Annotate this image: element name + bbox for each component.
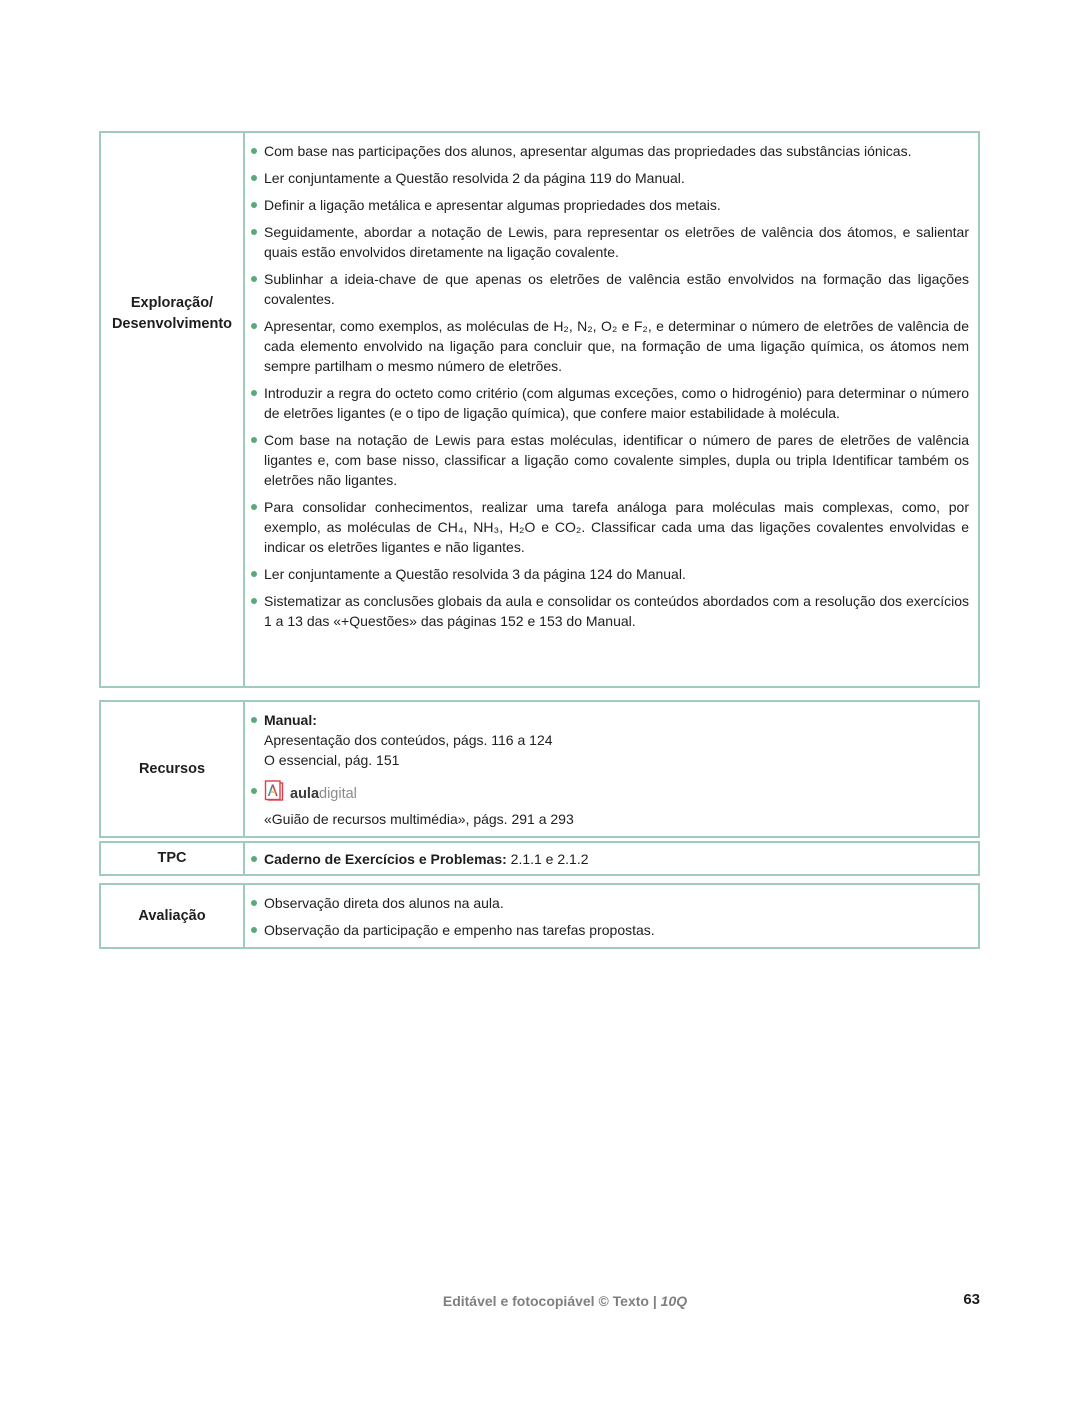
table-exploracao-desenvolvimento [99,131,980,688]
aula-digital-icon [264,780,284,807]
lesson-step-item [250,383,969,423]
bullet-icon [251,504,257,510]
lesson-step-item [250,168,969,188]
lesson-step-item [250,564,969,584]
spacer [250,770,969,778]
table-tpc [99,841,980,876]
lesson-step-text: Para consolidar conhecimentos, realizar uma tarefa análoga para moléculas mais complexas, como, por exemplo, as moléculas de CH₄, NH₃, H₂O e CO₂. Classificar cada uma das ligações covalentes envolvidas e indicar os eletrões ligantes e não ligantes. [264,499,969,555]
lesson-step-item [250,591,969,631]
lesson-step-item [250,316,969,376]
bullet-icon [251,175,257,181]
lesson-step-text: Apresentar, como exemplos, as moléculas de H₂, N₂, O₂ e F₂, e determinar o número de eletrões de valência de cada elemento envolvido na ligação para concluir que, na formação de uma ligação química, os átomos nem sempre partilham o mesmo número de eletrões. [264,318,969,374]
bullet-icon [251,900,257,906]
bullet-icon [251,202,257,208]
exploracao-content [245,133,978,686]
manual-detail-line: O essencial, pág. 151 [264,752,400,768]
lesson-step-item [250,222,969,262]
bullet-icon [251,717,257,723]
manual-title: Manual: [264,712,317,728]
lesson-step-text: Definir a ligação metálica e apresentar algumas propriedades dos metais. [264,197,721,213]
lesson-step-item [250,430,969,490]
bullet-icon [251,390,257,396]
label-line-2: Desenvolvimento [111,316,233,332]
lesson-step-text: Seguidamente, abordar a notação de Lewis, para representar os eletrões de valência dos átomos, e salientar quais estão envolvidos diretamente na ligação covalente. [264,224,969,260]
row-label-avaliacao [101,885,245,947]
page-footer [152,1293,978,1309]
footer-text: Editável e fotocopiável © Texto | [442,1293,661,1309]
avaliacao-item [250,893,969,913]
table-avaliacao [99,883,980,949]
lesson-step-text: Introduzir a regra do octeto como critério (com algumas exceções, como o hidrogénio) para determinar o número de eletrões ligantes (e o tipo de ligação química), que confere maior estabilidade à molécula. [264,385,969,421]
bullet-icon [251,927,257,933]
bullet-icon [251,276,257,282]
lesson-step-item [250,195,969,215]
tpc-text: Caderno de Exercícios e Problemas: 2.1.1 e 2.1.2 [264,851,589,867]
row-label-tpc [101,843,245,874]
resource-item-aula-digital [250,780,969,807]
manual-detail-line: Apresentação dos conteúdos, págs. 116 a 124 [264,732,553,748]
lesson-step-text: Sublinhar a ideia-chave de que apenas os eletrões de valência estão envolvidos na formação das ligações covalentes. [264,271,969,307]
aula-digital-logo [264,780,357,807]
avaliacao-content [245,885,978,947]
bullet-icon [251,229,257,235]
bullet-icon [251,571,257,577]
lesson-step-text: Sistematizar as conclusões globais da aula e consolidar os conteúdos abordados com a resolução dos exercícios 1 a 13 das «+Questões» das páginas 152 e 153 do Manual. [264,593,969,629]
avaliacao-text: Observação direta dos alunos na aula. [264,895,504,911]
footer-book-code: 10Q [660,1293,688,1309]
lesson-step-item [250,141,969,161]
label-line-1: Exploração/ [130,295,214,311]
label-recursos: Recursos [138,760,206,777]
lesson-step-text: Ler conjuntamente a Questão resolvida 3 da página 124 do Manual. [264,566,686,582]
bullet-icon [251,437,257,443]
lesson-step-text: Com base nas participações dos alunos, apresentar algumas das propriedades das substâncias iónicas. [264,143,912,159]
resource-item-manual [250,710,969,730]
avaliacao-text: Observação da participação e empenho nas tarefas propostas. [264,922,655,938]
row-label-recursos [101,702,245,836]
lesson-step-item [250,269,969,309]
recursos-content [245,702,978,836]
avaliacao-item [250,920,969,940]
lesson-step-item [250,497,969,557]
bullet-icon [251,148,257,154]
bullet-icon [251,323,257,329]
tpc-content [245,843,978,874]
aula-digital-wordmark: auladigital [290,785,357,802]
label-avaliacao: Avaliação [138,907,206,924]
bullet-icon [251,788,257,794]
bullet-icon [251,598,257,604]
label-tpc: TPC [157,850,187,866]
guiao-line: «Guião de recursos multimédia», págs. 291 a 293 [264,811,574,827]
bullet-icon [251,856,257,862]
row-label-exploracao [101,133,245,686]
lesson-step-text: Ler conjuntamente a Questão resolvida 2 da página 119 do Manual. [264,170,685,186]
table-recursos [99,700,980,838]
page-number: 63 [963,1291,980,1308]
tpc-item [250,849,969,869]
lesson-step-text: Com base na notação de Lewis para estas moléculas, identificar o número de pares de eletrões de valência ligantes e, com base nisso, classificar a ligação como covalente simples, dupla ou tripla Identificar também os eletrões não ligantes. [264,432,969,488]
